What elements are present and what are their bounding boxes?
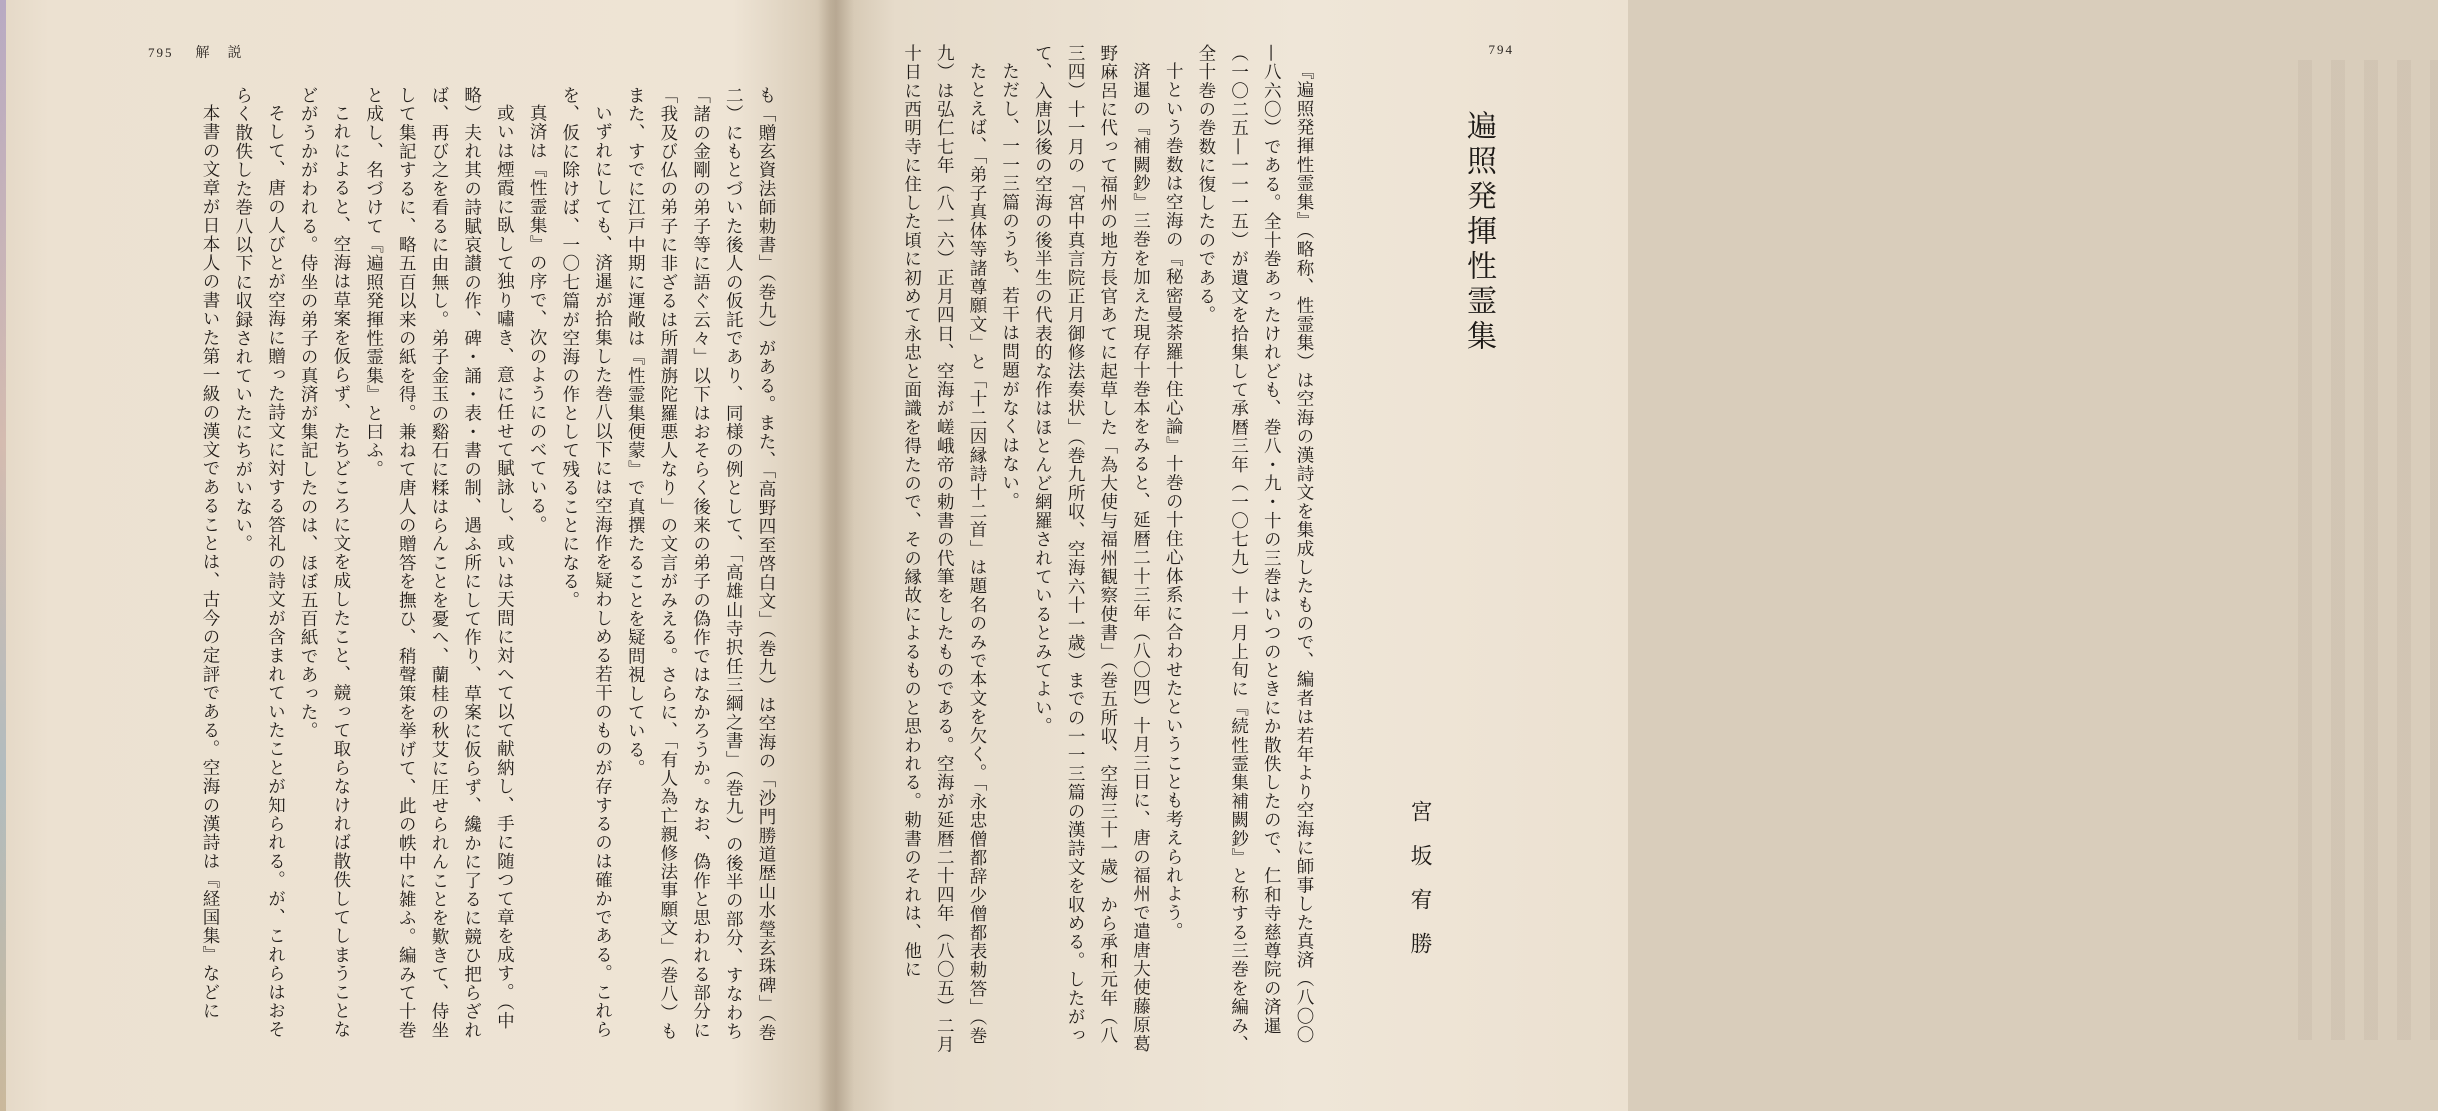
show-through-shadow: [2298, 60, 2438, 1040]
paragraph: も「贈玄資法師勅書」（巻九）がある。また、「高野四至啓白文」（巻九）は空海の「沙門勝道歴山水瑩玄珠碑」（巻二）にもとづいた後人の仮託であり、同様の例として、「高雄山寺択任三綱之書」（巻九）の後半の部分、すなわち「諸の金剛の弟子等に語ぐ云々」以下はおそらく後来の弟子の偽作ではなかろうか。なお、偽作と思われる部分に「我及び仏の弟子に非ざるは所謂旃陀羅悪人なり」の文言がみえる。さらに、「有人為亡親修法事願文」（巻八）もまた、すでに江戸中期に運敞は『性霊集便蒙』で真撰たることを疑問視している。: [625, 86, 776, 1043]
paragraph: いずれにしても、済暹が拾集した巻八以下には空海作を疑わしめる若干のものが存するのは確かである。これらを、仮に除けば、一〇七篇が空海の作として残ることになる。: [559, 86, 613, 1039]
paragraph: ただし、一一三篇のうち、若干は問題がなくはない。: [999, 61, 1020, 511]
paragraph: そして、唐の人びとが空海に贈った詩文に対する答礼の詩文が含まれていたことが知られる。が、これらはおそらく散佚した巻八以下に収録されていたにちがいない。: [232, 86, 286, 1039]
left-section-title: 解 説: [195, 45, 244, 61]
article-title: 遍照発揮性霊集: [1461, 110, 1496, 355]
right-page: [838, 0, 1628, 1111]
right-body-text: [901, 44, 1320, 1054]
author-name: 宮坂宥勝: [1407, 800, 1432, 976]
left-page: [0, 0, 838, 1111]
right-page-number: 794: [1488, 42, 1514, 57]
left-running-head: [148, 42, 244, 62]
left-body-text: [140, 86, 782, 1046]
paragraph: 十という巻数は空海の『秘密曼荼羅十住心論』十巻の十住心体系に合わせたということも考えられよう。: [1163, 61, 1184, 941]
paragraph: 済暹の『補闕鈔』三巻を加えた現存十巻本をみると、延暦二十三年（八〇四）十月三日に、唐の福州で遣唐大使藤原葛野麻呂に代って福州の地方長官あてに起草した「為大使与福州観察使書」（巻五所収、空海三十一歳）から承和元年（八三四）十一月の「宮中真言院正月御修法奏状」（巻九所収、空海六十一歳）までの一一三篇の漢詩文を収める。したがって、入唐以後の空海の後半生の代表的な作はほとんど網羅されているとみてよい。: [1032, 44, 1151, 1053]
quotation: 或いは煙霞に臥して独り嘯き、意に任せて賦詠し、或いは天問に対へて以て献納し、手に随つて章を成す。（中略）夫れ其の詩賦哀讃の作、碑・誦・表・書の制、遇ふ所にして作り、草案に仮らず、纔かに了るに競ひ把らざれば、再び之を看るに由無し。弟子金玉の谿石に糅はらんことを憂へ、蘭桂の秋艾に圧せられんことを歎きて、侍坐して集記するに、略五百以来の紙を得。兼ねて唐人の贈答を撫ひ、稍聲策を挙げて、此の帙中に雑ふ。編みて十巻と成し、名づけて『遍照発揮性霊集』と曰ふ。: [363, 86, 515, 1040]
left-page-number: 795: [148, 45, 174, 60]
paragraph: 真済は『性霊集』の序で、次のようにのべている。: [527, 103, 548, 534]
paragraph: 『遍照発揮性霊集』（略称、性霊集）は空海の漢詩文を集成したもので、編者は若年より空海に師事した真済（八〇〇—八六〇）である。全十巻あったけれども、巻八・九・十の三巻はいつのときにか散佚したので、仁和寺慈尊院の済暹（一〇二五—一一一五）が遺文を拾集して承暦三年（一〇七九）十一月上旬に『続性霊集補闕鈔』と称する三巻を編み、全十巻の巻数に復したのである。: [1195, 44, 1314, 1054]
paragraph: 本書の文章が日本人の書いた第一級の漢文であることは、古今の定評である。空海の漢詩は『経国集』などに: [200, 103, 221, 1020]
paragraph: たとえば、「弟子真体等諸尊願文」と「十二因縁詩十二首」は題名のみで本文を欠く。「永忠僧都辞少僧都表勅答」（巻九）は弘仁七年（八一六）正月四日、空海が嵯峨帝の勅書の代筆をしたものである。空海が延暦二十四年（八〇五）二月十日に西明寺に住した頃に初めて永忠と面識を得たので、その縁故によるものと思われる。勅書のそれは、他に: [901, 44, 987, 1054]
right-running-head: [1489, 42, 1515, 58]
paragraph: これによると、空海は草案を仮らず、たちどころに文を成したこと、競って取らなければ散佚してしまうことなどがうかがわれる。侍坐の弟子の真済が集記したのは、ほぼ五百紙であった。: [298, 86, 351, 1039]
